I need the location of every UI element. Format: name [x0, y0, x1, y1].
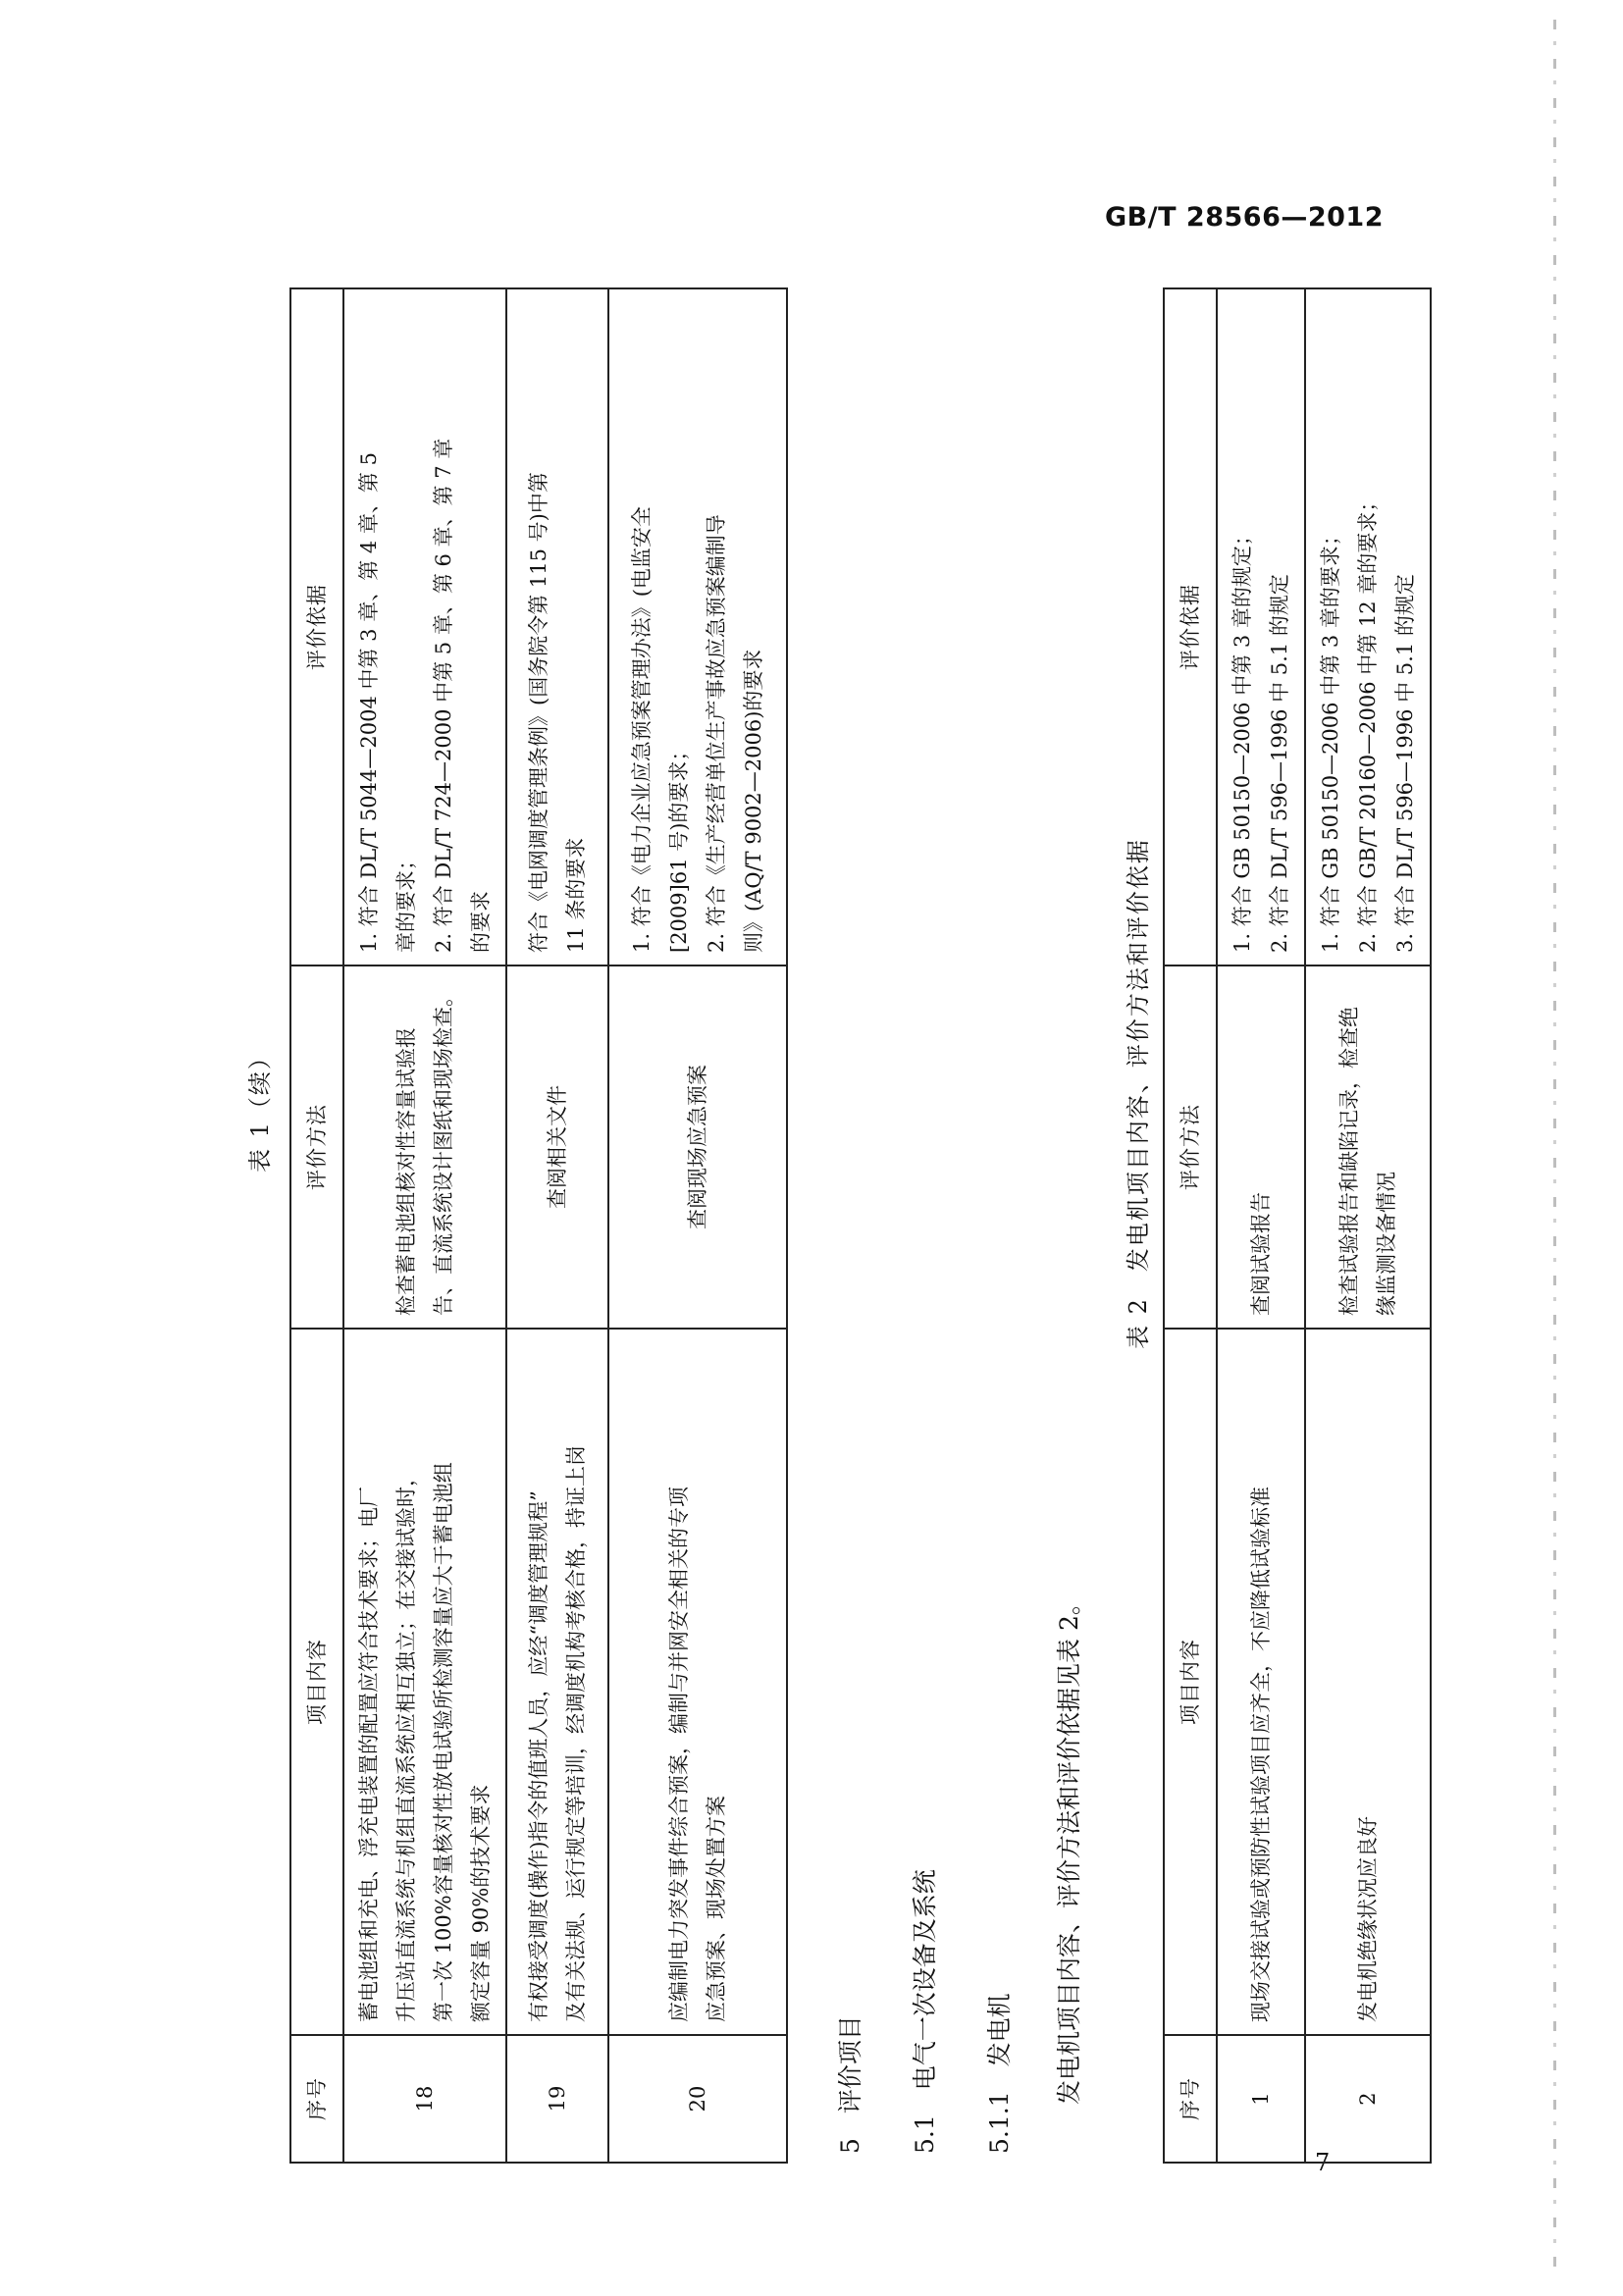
- col-header-content: 项目内容: [1164, 1329, 1217, 2035]
- intro-paragraph: 发电机项目内容、评价方法和评价依据见表 2。: [1055, 1591, 1083, 2105]
- row-content: 有权接受调度(操作)指令的值班人员，应经“调度管理规程” 及有关法规、运行规定等培训，经调度机构考核合格，持证上岗: [506, 1329, 608, 2035]
- row-number: 20: [608, 2035, 787, 2163]
- table1: [289, 287, 788, 2164]
- rotated-page-content: [172, 250, 1417, 2164]
- section-heading-5-1: 5.1 电气一次设备及系统: [911, 1869, 939, 2154]
- col-header-method: 评价方法: [1164, 965, 1217, 1329]
- col-header-no: 序号: [1164, 2035, 1217, 2163]
- col-header-basis: 评价依据: [1164, 288, 1217, 965]
- standard-number: GB/T 28566—2012: [1105, 202, 1384, 233]
- table1-caption: 表 1（续）: [246, 1044, 274, 1173]
- row-method: 检查蓄电池组核对性容量试验报 告、直流系统设计图纸和现场检查。: [343, 965, 506, 1329]
- table-row: [608, 288, 787, 2163]
- row-basis: 符合《电网调度管理条例》(国务院令第 115 号)中第 11 条的要求: [506, 288, 608, 965]
- col-header-no: 序号: [290, 2035, 343, 2163]
- row-basis: 1. 符合 GB 50150—2006 中第 3 章的规定； 2. 符合 DL/T 596—1996 中 5.1 的规定: [1217, 288, 1305, 965]
- page-number: 7: [1315, 2149, 1331, 2176]
- scan-edge-artifact: [1553, 20, 1556, 2276]
- table-row: [343, 288, 506, 2163]
- table2: [1163, 287, 1432, 2164]
- row-content: 现场交接试验或预防性试验项目应齐全，不应降低试验标准: [1217, 1329, 1305, 2035]
- col-header-content: 项目内容: [290, 1329, 343, 2035]
- row-basis: 1. 符合 DL/T 5044—2004 中第 3 章、第 4 章、第 5 章的要求； 2. 符合 DL/T 724—2000 中第 5 章、第 6 章、第 7 章 的要求: [343, 288, 506, 965]
- row-basis: 1. 符合《电力企业应急预案管理办法》(电监安全 [2009]61 号)的要求； 2. 符合《生产经营单位生产事故应急预案编制导 则》(AQ/T 9002—2006)的要求: [608, 288, 787, 965]
- row-number: 19: [506, 2035, 608, 2163]
- row-method: 查阅试验报告: [1217, 965, 1305, 1329]
- col-header-method: 评价方法: [290, 965, 343, 1329]
- row-basis: 1. 符合 GB 50150—2006 中第 3 章的要求； 2. 符合 GB/T 20160—2006 中第 12 章的要求； 3. 符合 DL/T 596—1996 中 5.1 的规定: [1305, 288, 1431, 965]
- row-method: 查阅现场应急预案: [608, 965, 787, 1329]
- table1-header-row: [290, 288, 343, 2163]
- row-number: 2: [1305, 2035, 1431, 2163]
- table-row: [1305, 288, 1431, 2163]
- table2-header-row: [1164, 288, 1217, 2163]
- table-row: [1217, 288, 1305, 2163]
- section-heading-5-1-1: 5.1.1 发电机: [985, 1993, 1014, 2154]
- row-number: 18: [343, 2035, 506, 2163]
- col-header-basis: 评价依据: [290, 288, 343, 965]
- row-content: 蓄电池组和充电、浮充电装置的配置应符合技术要求；电厂 升压站直流系统与机组直流系统应相互独立；在交接试验时， 第一次 100%容量核对性放电试验所检测容量应大于蓄电池组 额定容量 90%的技术要求: [343, 1329, 506, 2035]
- row-content: 发电机绝缘状况应良好: [1305, 1329, 1431, 2035]
- row-number: 1: [1217, 2035, 1305, 2163]
- row-method: 检查试验报告和缺陷记录，检查绝 缘监测设备情况: [1305, 965, 1431, 1329]
- row-method: 查阅相关文件: [506, 965, 608, 1329]
- row-content: 应编制电力突发事件综合预案，编制与并网安全相关的专项 应急预案、现场处置方案: [608, 1329, 787, 2035]
- section-heading-5: 5 评价项目: [836, 2015, 864, 2154]
- table2-caption: 表 2 发电机项目内容、评价方法和评价依据: [1125, 838, 1152, 1349]
- table-row: [506, 288, 608, 2163]
